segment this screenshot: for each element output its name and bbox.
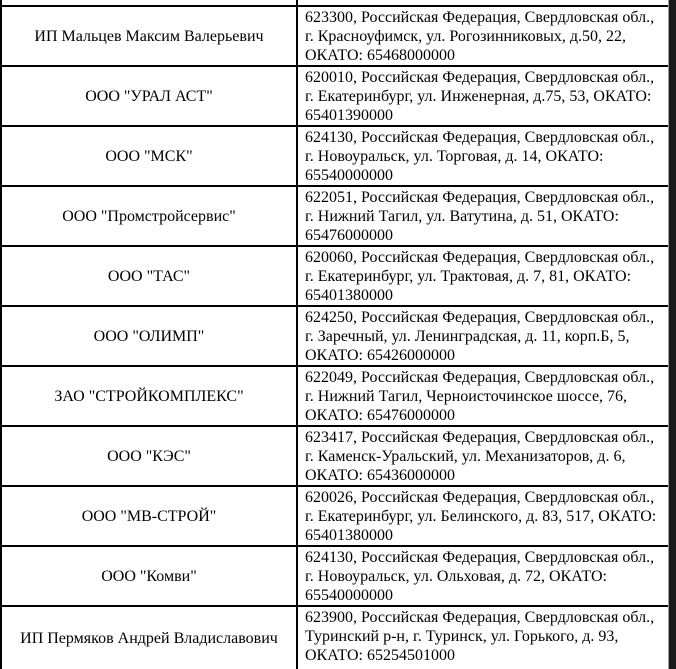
address-cell: 622049, Российская Федерация, Свердловская обл., г. Нижний Тагил, Черноисточинское шоссе, 76, ОКАТО: 65476000000: [305, 369, 655, 424]
company-name-cell: ИП Пермяков Андрей Владиславович: [2, 607, 298, 669]
table-row: [2, 547, 676, 607]
table-row: [2, 367, 676, 427]
company-name-cell: ООО "ТАС": [2, 247, 298, 305]
company-name-cell: ООО "КЭС": [2, 427, 298, 485]
address-cell: 624250, Российская Федерация, Свердловская обл., г. Заречный, ул. Ленинградская, д. 11, корп.Б, 5, ОКАТО: 65426000000: [305, 309, 655, 364]
company-name-cell: ООО "МВ-СТРОЙ": [2, 487, 298, 545]
address-cell: 624130, Российская Федерация, Свердловская обл., г. Новоуральск, ул. Ольховая, д. 72, ОКАТО: 65540000000: [305, 549, 655, 604]
table-row-partial: [2, 0, 676, 7]
company-name-cell: [2, 0, 298, 5]
table-row: [2, 487, 676, 547]
table-row: [2, 247, 676, 307]
address-cell: 622051, Российская Федерация, Свердловская обл., г. Нижний Тагил, ул. Ватутина, д. 51, ОКАТО: 65476000000: [305, 189, 655, 244]
address-cell: 624130, Российская Федерация, Свердловская обл., г. Новоуральск, ул. Торговая, д. 14, ОКАТО: 65540000000: [305, 129, 655, 184]
company-name-cell: ООО "ОЛИМП": [2, 307, 298, 365]
address-cell: 620010, Российская Федерация, Свердловская обл., г. Екатеринбург, ул. Инженерная, д.75, 53, ОКАТО: 65401390000: [305, 69, 655, 124]
table-row: [2, 607, 676, 669]
table-row: [2, 67, 676, 127]
company-name-cell: ИП Мальцев Максим Валерьевич: [2, 7, 298, 65]
table-row: [2, 427, 676, 487]
right-edge-dark-strip: [668, 0, 676, 669]
company-name-cell: ООО "Промстройсервис": [2, 187, 298, 245]
address-cell: 623300, Российская Федерация, Свердловская обл., г. Красноуфимск, ул. Рогозинниковых, д.50, 22, ОКАТО: 65468000000: [305, 9, 655, 64]
address-cell: [298, 0, 676, 5]
address-cell: 623900, Российская Федерация, Свердловская обл., Туринский р-н, г. Туринск, ул. Горького, д. 93, ОКАТО: 65254501000: [305, 609, 655, 664]
company-name-cell: ЗАО "СТРОЙКОМПЛЕКС": [2, 367, 298, 425]
table-row: [2, 187, 676, 247]
table-row: [2, 307, 676, 367]
company-name-cell: ООО "Комви": [2, 547, 298, 605]
table-row: [2, 127, 676, 187]
table-row: [2, 7, 676, 67]
address-cell: 620060, Российская Федерация, Свердловская обл., г. Екатеринбург, ул. Трактовая, д. 7, 81, ОКАТО: 65401380000: [305, 249, 655, 304]
address-cell: 620026, Российская Федерация, Свердловская обл., г. Екатеринбург, ул. Белинского, д. 83, 517, ОКАТО: 65401380000: [305, 489, 657, 544]
company-name-cell: ООО "МСК": [2, 127, 298, 185]
company-name-cell: ООО "УРАЛ АСТ": [2, 67, 298, 125]
address-cell: 623417, Российская Федерация, Свердловская обл., г. Каменск-Уральский, ул. Механизаторов, д. 6, ОКАТО: 65436000000: [305, 429, 655, 484]
